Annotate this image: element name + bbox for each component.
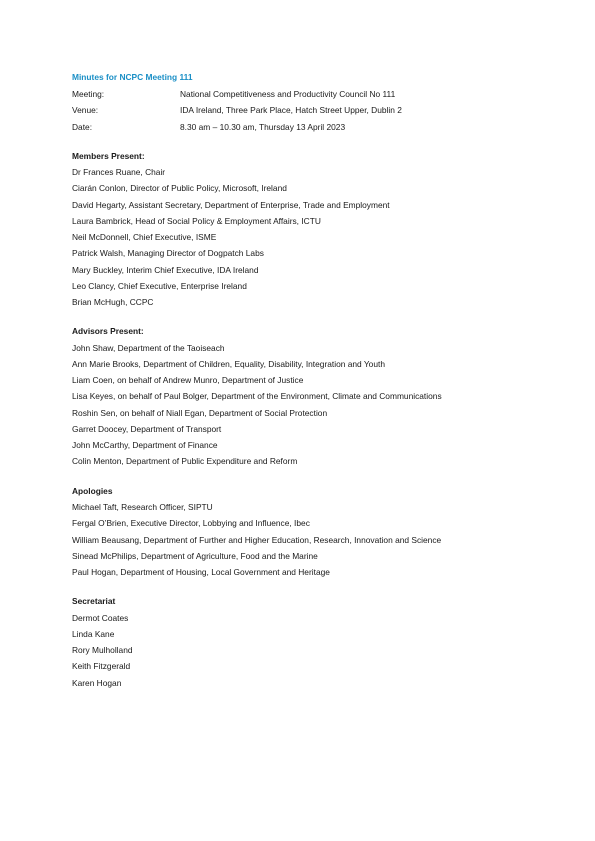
list-item: Paul Hogan, Department of Housing, Local Government and Heritage bbox=[72, 567, 330, 578]
apologies-heading: Apologies bbox=[72, 485, 113, 496]
list-item: Roshin Sen, on behalf of Niall Egan, Department of Social Protection bbox=[72, 407, 328, 418]
list-item: Laura Bambrick, Head of Social Policy & Employment Affairs, ICTU bbox=[72, 215, 321, 226]
list-item: Dermot Coates bbox=[72, 612, 129, 623]
list-item: Fergal O’Brien, Executive Director, Lobbying and Influence, Ibec bbox=[72, 518, 310, 529]
list-item: Patrick Walsh, Managing Director of Dogpatch Labs bbox=[72, 248, 264, 259]
apologies-section bbox=[72, 483, 552, 581]
meta-label: Venue: bbox=[72, 105, 99, 116]
list-item: William Beausang, Department of Further and Higher Education, Research, Innovation and Science bbox=[72, 534, 442, 545]
advisors-heading: Advisors Present: bbox=[72, 326, 144, 337]
list-item: Sinead McPhilips, Department of Agriculture, Food and the Marine bbox=[72, 550, 318, 561]
secretariat-heading: Secretariat bbox=[72, 596, 116, 607]
list-item: Mary Buckley, Interim Chief Executive, IDA Ireland bbox=[72, 264, 259, 275]
secretariat-section bbox=[72, 593, 552, 691]
document-title: Minutes for NCPC Meeting 111 bbox=[72, 72, 193, 82]
list-item: Dr Frances Ruane, Chair bbox=[72, 167, 166, 178]
meta-value: 8.30 am – 10.30 am, Thursday 13 April 2023 bbox=[180, 121, 346, 132]
advisors-section bbox=[72, 323, 552, 469]
meta-row-venue bbox=[72, 102, 552, 118]
list-item: Colin Menton, Department of Public Expenditure and Reform bbox=[72, 456, 298, 467]
list-item: Garret Doocey, Department of Transport bbox=[72, 423, 222, 434]
list-item: Rory Mulholland bbox=[72, 645, 133, 656]
minutes-page bbox=[72, 71, 552, 691]
members-section bbox=[72, 148, 552, 311]
list-item: Ciarán Conlon, Director of Public Policy, Microsoft, Ireland bbox=[72, 183, 287, 194]
list-item: Keith Fitzgerald bbox=[72, 661, 131, 672]
members-heading: Members Present: bbox=[72, 150, 145, 161]
list-item: Michael Taft, Research Officer, SIPTU bbox=[72, 502, 213, 513]
list-item: Liam Coen, on behalf of Andrew Munro, Department of Justice bbox=[72, 375, 304, 386]
list-item: Linda Kane bbox=[72, 628, 115, 639]
list-item: Neil McDonnell, Chief Executive, ISME bbox=[72, 232, 217, 243]
meta-value: IDA Ireland, Three Park Place, Hatch Street Upper, Dublin 2 bbox=[180, 105, 402, 116]
list-item: John McCarthy, Department of Finance bbox=[72, 440, 218, 451]
list-item: Leo Clancy, Chief Executive, Enterprise Ireland bbox=[72, 280, 247, 291]
list-item: Lisa Keyes, on behalf of Paul Bolger, Department of the Environment, Climate and Communications bbox=[72, 391, 442, 402]
list-item: David Hegarty, Assistant Secretary, Department of Enterprise, Trade and Employment bbox=[72, 199, 390, 210]
meta-label: Date: bbox=[72, 121, 93, 132]
meta-value: National Competitiveness and Productivity Council No 111 bbox=[180, 89, 396, 99]
list-item: Ann Marie Brooks, Department of Children, Equality, Disability, Integration and Youth bbox=[72, 358, 385, 369]
meeting-meta bbox=[72, 86, 552, 135]
list-item: John Shaw, Department of the Taoiseach bbox=[72, 342, 225, 353]
list-item: Karen Hogan bbox=[72, 677, 122, 688]
meta-label: Meeting: bbox=[72, 89, 105, 99]
meta-row-date bbox=[72, 119, 552, 135]
meta-row-meeting bbox=[72, 86, 552, 102]
list-item: Brian McHugh, CCPC bbox=[72, 297, 154, 308]
